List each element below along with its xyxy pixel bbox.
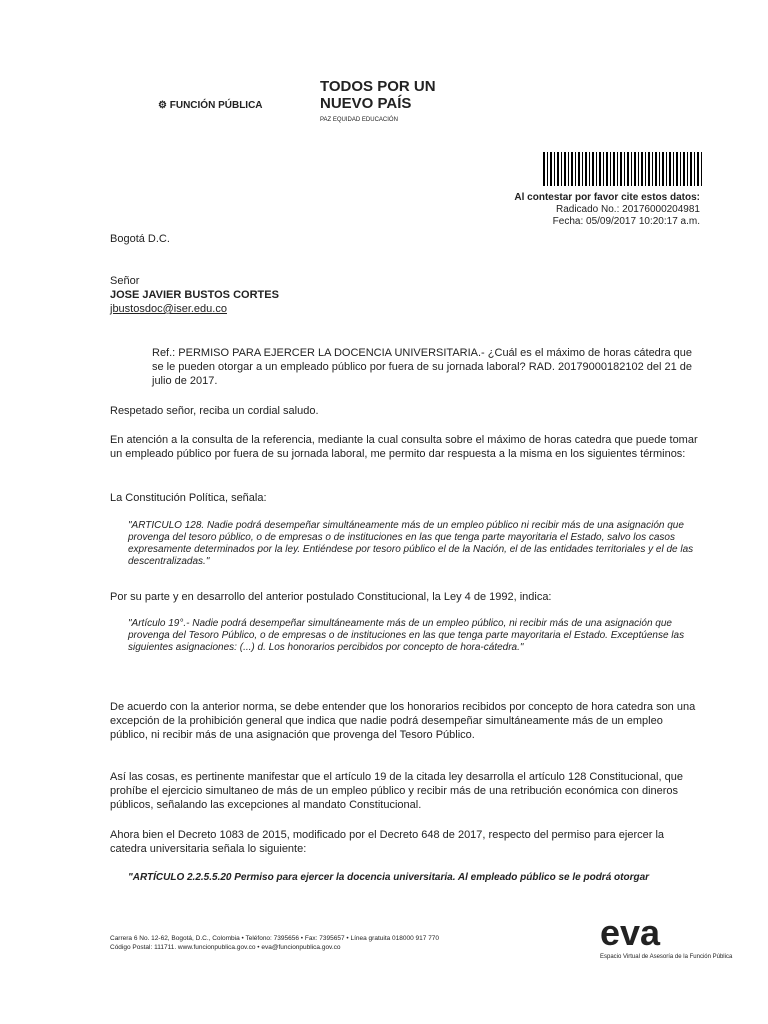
quote-article-19: "Artículo 19°.- Nadie podrá desempeñar simultáneamente más de un empleo público, ni recibir más de una asignación que provenga del Tesoro Público, o de empresas o de instituciones en las que tenga parte mayoritaria el Estado. Exceptúense las siguientes asignaciones: (...) d. Los honorarios percibidos por concepto de hora-cátedra." bbox=[128, 618, 685, 653]
paragraph: En atención a la consulta de la referencia, mediante la cual consulta sobre el máximo de horas catedra que puede tomar un empleado público por fuera de su jornada laboral, me permito dar respuesta a la misma en los siguientes términos: bbox=[110, 434, 698, 460]
barcode bbox=[543, 152, 703, 186]
recipient-name: JOSE JAVIER BUSTOS CORTES bbox=[110, 289, 279, 301]
logo-tagline: PAZ EQUIDAD EDUCACIÓN bbox=[320, 117, 398, 123]
paragraph: Así las cosas, es pertinente manifestar que el artículo 19 de la citada ley desarrolla el artículo 128 Constitucional, que prohíbe el ejercicio simultaneo de más de un empleo público y recibir más de una retribución económica con dineros públicos, señalando las excepciones al mandato Constitucional. bbox=[110, 771, 683, 811]
salutation: Señor bbox=[110, 275, 140, 287]
reference: Ref.: PERMISO PARA EJERCER LA DOCENCIA UNIVERSITARIA.- ¿Cuál es el máximo de horas cátedra que se le pueden otorgar a un empleado público por fuera de su jornada laboral? RAD. 20179000182102 del 21 de julio de 2017. bbox=[152, 347, 693, 387]
todos-por-un-nuevo-pais-logo bbox=[320, 78, 436, 129]
eva-tagline: Espacio Virtual de Asesoría de la Función Pública bbox=[600, 954, 733, 960]
quote-article-128: "ARTICULO 128. Nadie podrá desempeñar simultáneamente más de un empleo público ni recibir más de una asignación que provenga del tesoro público, o de empresas o de instituciones en las que tenga parte mayoritaria el Estado, salvo los casos expresamente determinados por la ley. Entiéndese por tesoro público el de la Nación, el de las entidades territoriales y el de las descentralizadas." bbox=[128, 520, 694, 567]
city: Bogotá D.C. bbox=[110, 233, 170, 245]
logo-line-2: NUEVO PAÍS bbox=[320, 95, 412, 112]
paragraph: Ahora bien el Decreto 1083 de 2015, modificado por el Decreto 648 de 2017, respecto del permiso para ejercer la catedra universitaria señala lo siguiente: bbox=[110, 829, 665, 855]
logo-line-1: TODOS POR UN bbox=[320, 78, 436, 95]
greeting: Respetado señor, reciba un cordial saludo. bbox=[110, 405, 319, 417]
radicado-note: Al contestar por favor cite estos datos: bbox=[514, 192, 700, 203]
recipient-email[interactable]: jbustosdoc@iser.edu.co bbox=[110, 303, 227, 315]
radicado-block bbox=[514, 192, 700, 228]
addressee bbox=[110, 274, 702, 316]
quote-decreto: "ARTÍCULO 2.2.5.5.20 Permiso para ejercer la docencia universitaria. Al empleado público se le podrá otorgar bbox=[128, 872, 650, 883]
paragraph: La Constitución Política, señala: bbox=[110, 492, 267, 504]
footer-web: Código Postal: 111711. www.funcionpublica.gov.co • eva@funcionpublica.gov.co bbox=[110, 944, 341, 951]
footer-contact bbox=[110, 934, 439, 952]
paragraph: De acuerdo con la anterior norma, se debe entender que los honorarios recibidos por concepto de hora catedra son una excepción de la prohibición general que indica que nadie podrá desempeñar simultáneamente más de un empleo público, ni recibir más de una asignación que provenga del Tesoro Público. bbox=[110, 701, 696, 741]
footer-address: Carrera 6 No. 12-62, Bogotá, D.C., Colombia • Teléfono: 7395656 • Fax: 7395657 • Línea gratuita 018000 917 770 bbox=[110, 935, 440, 942]
eva-wordmark: eva bbox=[600, 912, 661, 953]
paragraph: Por su parte y en desarrollo del anterior postulado Constitucional, la Ley 4 de 1992, indica: bbox=[110, 591, 552, 603]
logo-text: FUNCIÓN PÚBLICA bbox=[169, 100, 263, 111]
radicado-date: Fecha: 05/09/2017 10:20:17 a.m. bbox=[552, 216, 700, 227]
radicado-number: Radicado No.: 20176000204981 bbox=[555, 204, 700, 215]
funcion-publica-logo: ⚙ FUNCIÓN PÚBLICA bbox=[158, 100, 263, 111]
eva-logo bbox=[600, 912, 732, 960]
